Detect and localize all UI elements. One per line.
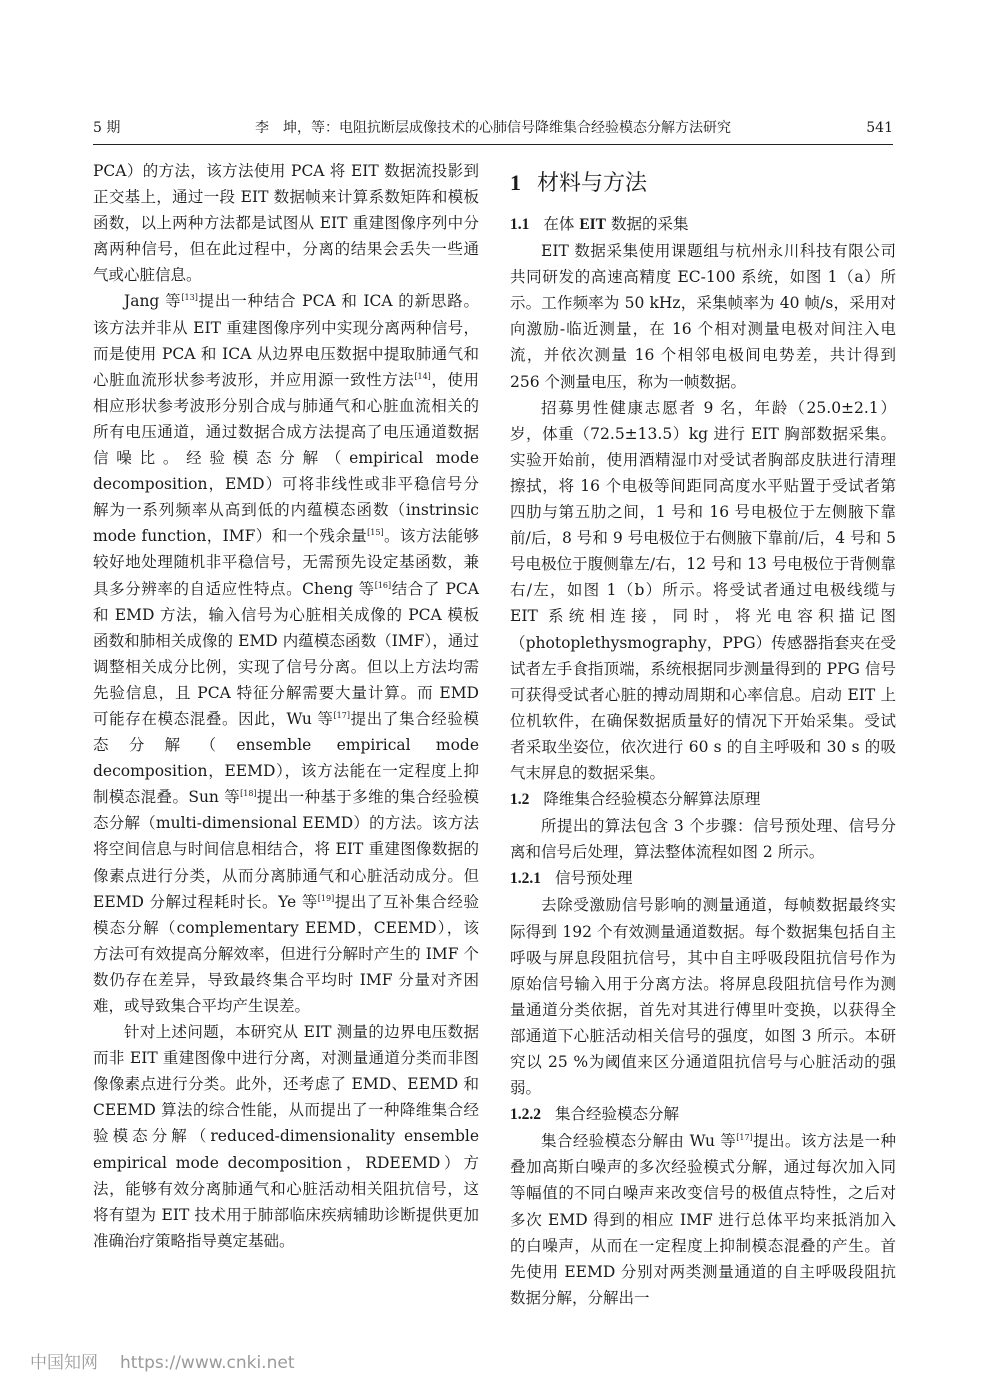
running-title: 李 坤，等：电阻抗断层成像技术的心肺信号降维集合经验模态分解方法研究 (255, 120, 731, 136)
subsubsection-number: 1.2.1 (510, 870, 541, 888)
subsection-title: 在体 (543, 215, 580, 233)
running-header (93, 116, 893, 140)
watermark-url[interactable]: https://www.cnki.net (120, 1353, 295, 1373)
text-run: 提出一种基于多维的集合经验模态分解（multi-dimensional EEMD）的方法。该方法将空间信息与时间信息相结合，将 EIT 重建图像数据的像素点进行分类，从而分离肺通气和心脏活动成分。但 EEMD 分解过程耗时长。Ye 等 (93, 788, 479, 911)
citation-ref[interactable]: [17] (333, 710, 350, 720)
subsection-title: 降维集合经验模态分解算法原理 (543, 790, 761, 809)
paragraph-algorithm-overview: 所提出的算法包含 3 个步骤：信号预处理、信号分离和信号后处理，算法整体流程如图 2 所示。 (510, 817, 896, 862)
text-run: 提出了集合经验模态分解（ensemble empirical mode decomposition，EEMD），该方法能在一定程度上抑制模态混叠。Sun 等 (93, 709, 479, 807)
paragraph-subjects: 招募男性健康志愿者 9 名，年龄（25.0±2.1）岁，体重（72.5±13.5）kg 进行 EIT 胸部数据采集。实验开始前，使用酒精湿巾对受试者胸部皮肤进行清理擦拭，将 16 个电极等间距同高度水平贴置于受试者第四肋与第五肋之间，1 号和 16 号电极位于左侧腋下靠前/后，8 号和 9 号电极位于右侧腋下靠前/后，4 号和 5 号电极位于腹侧靠左/右，12 号和 13 号电极位于背侧靠右/左，如图 1（b）所示。将受试者通过电极线缆与 EIT 系统相连接，同时，将光电容积描记图（photoplethysmography，PPG）传感器指套夹在受试者左手食指顶端，系统根据同步测量得到的 PPG 信号可获得受试者心脏的搏动周期和心率信息。启动 EIT 上位机软件，在确保数据质量好的情况下开始采集。受试者采取坐姿位，依次进行 60 s 的自主呼吸和 30 s 的吸气末屏息的数据采集。 (510, 398, 896, 782)
subsubsection-heading (510, 1101, 896, 1128)
citation-ref[interactable]: [15] (367, 528, 384, 538)
right-column (510, 158, 896, 1311)
text-run: 集合经验模态分解由 Wu 等 (541, 1132, 737, 1151)
section-heading (510, 166, 896, 201)
section-title: 材料与方法 (537, 171, 648, 196)
subsection-number: 1.2 (510, 791, 530, 809)
text-run: 提出。该方法是一种叠加高斯白噪声的多次经验模式分解，通过每次加入同等幅值的不同白噪声来改变信号的极值点特性，之后对多次 EMD 得到的相应 IMF 进行总体平均来抵消加入的白噪声，从而在一定程度上抑制模态混叠的产生。首先使用 EEMD 分别对两类测量通道的自主呼吸段阻抗数据分解，分解出一 (510, 1132, 896, 1307)
citation-ref[interactable]: [16] (374, 580, 392, 590)
paragraph-preprocessing: 去除受激励信号影响的测量通道，每帧数据最终实际得到 192 个有效测量通道数据。每个数据集包括自主呼吸与屏息段阻抗信号，其中自主呼吸段阻抗信号作为原始信号输入用于分离方法。将屏息段阻抗信号作为测量通道分类依据，首先对其进行傅里叶变换，以获得全部通道下心脏活动相关信号的强度，如图 3 所示。本研究以 25 %为阈值来区分通道阻抗信号与心脏活动的强弱。 (510, 896, 896, 1098)
subsection-title-bold: EIT (579, 216, 607, 233)
subsection-heading (510, 786, 896, 813)
subsection-heading (510, 211, 896, 238)
subsection-title-end: 数据的采集 (606, 215, 689, 233)
paragraph-related-work (93, 288, 479, 1019)
header-rule (93, 144, 893, 145)
paragraph-proposed-method: 针对上述问题，本研究从 EIT 测量的边界电压数据而非 EIT 重建图像中进行分离，对测量通道分类而非图像像素点进行分类。此外，还考虑了 EMD、EEMD 和 CEEMD 算法的综合性能，从而提出了一种降维集合经验模态分解（reduced-dimensionality ensemble empirical mode decomposition，RDEEMD）方法，能够有效分离肺通气和心脏活动相关阻抗信号，这将有望为 EIT 技术用于肺部临床疾病辅助诊断提供更加准确治疗策略指导奠定基础。 (93, 1023, 479, 1250)
left-column (93, 158, 479, 1254)
text-run: 提出一种结合 PCA 和 ICA 的新思路。该方法并非从 EIT 重建图像序列中实现分离两种信号，而是使用 PCA 和 ICA 从边界电压数据中提取肺通气和心脏血流形状参考波形，并应用源一致性方法 (93, 292, 479, 389)
citation-ref[interactable]: [13] (181, 293, 198, 303)
citation-ref[interactable]: [19] (317, 893, 335, 903)
text-run: 结合了 PCA 和 EMD 方法，输入信号为心脏相关成像的 PCA 模板函数和肺相关成像的 EMD 内蕴模态函数（IMF），通过调整相关成分比例，实现了信号分离。但以上方法均需先验信息，且 PCA 特征分解需要大量计算。而 EMD 可能存在模态混叠。因此，Wu 等 (93, 579, 479, 728)
text-run: 。该方法能够较好地处理随机非平稳信号，无需预先设定基函数，兼具多分辨率的自适应性特点。Cheng 等 (93, 527, 479, 598)
paragraph-data-acquisition: EIT 数据采集使用课题组与杭州永川科技有限公司共同研发的高速高精度 EC-100 系统，如图 1（a）所示。工作频率为 50 kHz，采集帧率为 40 帧/s，采用对向激励-临近测量，在 16 个相对测量电极对间注入电流，并依次测量 16 个相邻电极间电势差，共计得到 256 个测量电压，称为一帧数据。 (510, 242, 896, 391)
text-run: 提出了互补集合经验模态分解（complementary EEMD，CEEMD），该方法可有效提高分解效率，但进行分解时产生的 IMF 个数仍存在差异，导致最终集合平均时 IMF 分量对齐困难，或导致集合平均产生误差。 (93, 892, 479, 1015)
subsubsection-heading (510, 865, 896, 892)
subsection-number: 1.1 (510, 216, 530, 233)
watermark-brand: 中国知网 (30, 1353, 98, 1373)
text-run: ，使用相应形状参考波形分别合成与肺通气和心脏血流相关的所有电压通道，通过数据合成方法提高了电压通道数据信噪比。经验模态分解（empirical mode decomposition，EMD）可将非线性或非平稳信号分解为一系列频率从高到低的内蕴模态函数（instrinsic mode function，IMF）和一个残余量 (93, 370, 479, 546)
section-number: 1 (510, 170, 521, 195)
citation-ref[interactable]: [18] (240, 789, 257, 799)
text-run: Jang 等 (124, 292, 182, 311)
paragraph-intro-continued: PCA）的方法，该方法使用 PCA 将 EIT 数据流投影到正交基上，通过一段 EIT 数据帧来计算系数矩阵和模板函数，以上两种方法都是试图从 EIT 重建图像序列中分离两种信号，但在此过程中，分离的结果会丢失一些通气或心脏信息。 (93, 162, 479, 285)
page-number: 541 (866, 120, 893, 136)
subsubsection-title: 集合经验模态分解 (555, 1105, 680, 1124)
subsubsection-title: 信号预处理 (555, 869, 633, 888)
citation-ref[interactable]: [17] (736, 1133, 753, 1143)
citation-ref[interactable]: [14] (414, 371, 431, 381)
cnki-watermark (30, 1350, 294, 1376)
issue-number: 5 期 (93, 120, 121, 136)
paragraph-eemd (510, 1128, 896, 1311)
subsubsection-number: 1.2.2 (510, 1106, 541, 1124)
